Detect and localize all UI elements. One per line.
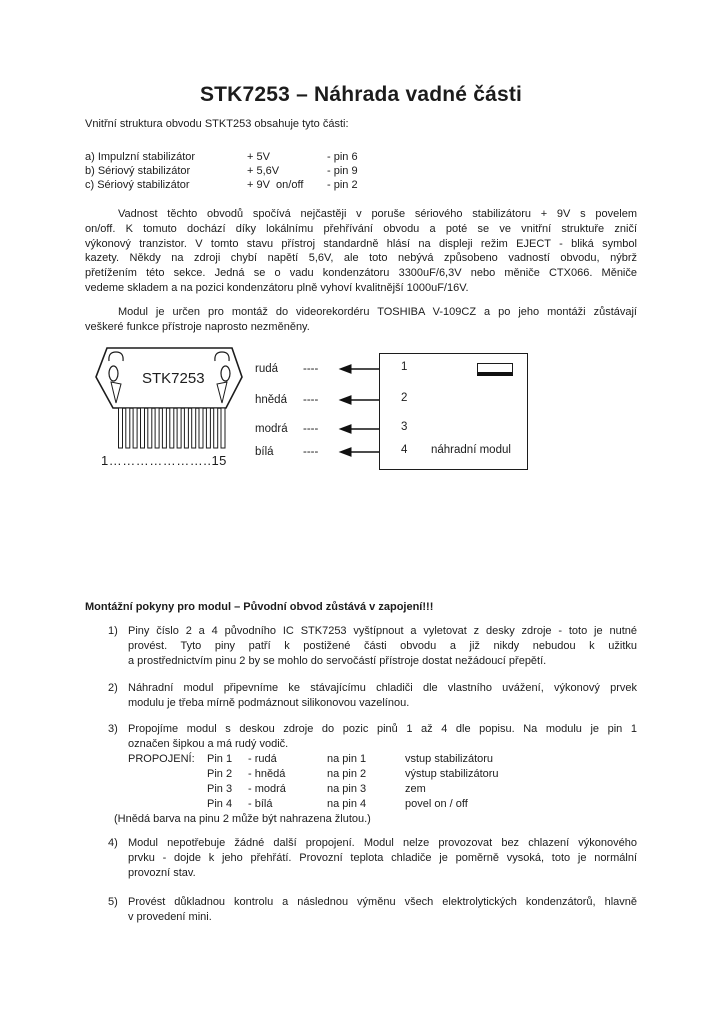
- text-line: Modul nepotřebuje žádné další propojení. Modul nelze provozovat bez chlazení výkonového: [128, 837, 637, 849]
- module-pin-number: 4: [401, 444, 408, 456]
- item-number: 4): [108, 837, 118, 849]
- component-pin: - pin 2: [327, 179, 358, 191]
- text-line: Náhradní modul připevníme ke stávajícímu chladiči dle vlastního uvážení, výkonový prvek: [128, 682, 637, 694]
- component-label: c) Sériový stabilizátor: [85, 179, 190, 191]
- ic-pin: [199, 408, 203, 448]
- conn-color: - rudá: [248, 753, 277, 765]
- conn-color: - hnědá: [248, 768, 286, 780]
- component-row: [85, 164, 637, 178]
- wire-label-row: [255, 445, 318, 459]
- conn-pin: Pin 4: [207, 798, 233, 810]
- wire-label-row: [255, 393, 318, 407]
- ic-pins: [119, 408, 226, 448]
- connection-table-label: PROPOJENÍ:: [128, 753, 195, 765]
- ic-mount-hole-left: [109, 366, 118, 381]
- ic-pin: [170, 408, 174, 448]
- item-number: 1): [108, 625, 118, 637]
- conn-pin: Pin 3: [207, 783, 233, 795]
- connection-table: [128, 752, 637, 812]
- intro-text: Vnitřní struktura obvodu STKT253 obsahuje tyto části:: [85, 118, 349, 130]
- text-line: vedeme skladem a na pozici kondenzátoru plně vyhoví kvalitnější 1000uF/16V.: [85, 281, 469, 294]
- text-line: provozní stav.: [128, 867, 196, 879]
- conn-pin: Pin 1: [207, 753, 233, 765]
- ic-pin: [177, 408, 181, 448]
- conn-function: povel on / off: [405, 798, 468, 810]
- ic-pin: [214, 408, 218, 448]
- ic-pin: [155, 408, 159, 448]
- instruction-item-2: [108, 681, 637, 711]
- instruction-item-3: [108, 722, 637, 827]
- text-line: výkonový tranzistor. V tomto stavu přístroj standardně hlásí na displeji režim EJECT - bliká symbol: [85, 237, 637, 250]
- wire-color-name: hnědá: [255, 394, 287, 406]
- text-line: Provést důkladnou kontrolu a následnou výměnu všech elektrolytických kondenzátorů, hlavně: [128, 896, 637, 908]
- text-line: Propojíme modul s deskou zdroje do pozic pinů 1 až 4 dle popisu. Na modulu je pin 1: [128, 723, 637, 735]
- body-paragraph-fault-description: [85, 207, 637, 296]
- ic-package-drawing: [90, 345, 245, 470]
- wire-color-name: bílá: [255, 446, 274, 458]
- wire-dashes: ----: [303, 423, 319, 435]
- conn-function: vstup stabilizátoru: [405, 753, 494, 765]
- component-pin: - pin 6: [327, 151, 358, 163]
- ic-pin: [162, 408, 166, 448]
- text-line: on/off. K tomuto dochází díky lokálnímu přehřívání obvodu a poté se ve vnitřní struktuře zničí: [85, 222, 637, 235]
- conn-color: - bílá: [248, 798, 273, 810]
- page-title: STK7253 – Náhrada vadné části: [199, 83, 523, 106]
- item-text: [128, 895, 637, 925]
- item-number: 3): [108, 723, 118, 735]
- component-voltage: + 5V: [247, 151, 270, 163]
- component-row: [85, 150, 637, 164]
- text-line: Vadnost těchto obvodů spočívá nejčastěji v poruše sériového stabilizátoru + 9V s povelem: [118, 208, 637, 220]
- conn-target: na pin 2: [327, 768, 367, 780]
- text-line: provést. Tyto piny patří k postižené části obvodu a již nikdy nebudou k užitku: [128, 640, 637, 652]
- wiring-diagram: [85, 345, 545, 485]
- ic-pin: [126, 408, 130, 448]
- conn-target: na pin 3: [327, 783, 367, 795]
- conn-pin: Pin 2: [207, 768, 233, 780]
- text-line: Piny číslo 2 a 4 původního IC STK7253 vyštípnout a vyletovat z desky zdroje - toto je nutné: [128, 625, 637, 637]
- text-line: označen šipkou a má rudý vodič.: [128, 738, 289, 750]
- item-number: 2): [108, 682, 118, 694]
- component-list: [85, 150, 637, 192]
- component-label: a) Impulzní stabilizátor: [85, 151, 196, 163]
- component-voltage: + 9V on/off: [247, 179, 304, 191]
- ic-pin: [206, 408, 210, 448]
- ic-pin: [148, 408, 152, 448]
- conn-color: - modrá: [248, 783, 286, 795]
- ic-label: STK7253: [142, 370, 205, 387]
- component-label: b) Sériový stabilizátor: [85, 165, 191, 177]
- module-component-rect: [477, 363, 513, 376]
- ic-pin: [133, 408, 137, 448]
- ic-pin: [184, 408, 188, 448]
- module-pin-number: 3: [401, 421, 408, 433]
- component-voltage: + 5,6V: [247, 165, 280, 177]
- instruction-item-1: [108, 624, 637, 669]
- component-row: [85, 178, 637, 192]
- conn-function: zem: [405, 783, 426, 795]
- text-line: modulu je třeba mírně podmáznout silikonovou vazelínou.: [128, 697, 410, 709]
- text-line: Modul je určen pro montáž do videorekordéru TOSHIBA V-109CZ a po jeho montáži zůstávají: [118, 306, 637, 318]
- instructions-heading: Montážní pokyny pro modul – Původní obvod zůstává v zapojení!!!: [85, 601, 434, 613]
- connection-row: [128, 752, 637, 767]
- text-line: kazety. Někdy na zdroji chybí napětí 5,6V, ale toto nebývá způsobeno vadností obvodu, nýbrž: [85, 252, 637, 265]
- ic-pin: [192, 408, 196, 448]
- item-text: [128, 624, 637, 669]
- text-line: veškeré funkce přístroje naprosto nezměněny.: [85, 320, 310, 333]
- ic-pin-range-caption: 1…………………..15: [101, 453, 227, 468]
- item-text: [128, 836, 637, 881]
- connection-row: [128, 767, 637, 782]
- conn-target: na pin 4: [327, 798, 367, 810]
- item-text-lines: [128, 722, 637, 752]
- conn-function: výstup stabilizátoru: [405, 768, 499, 780]
- connection-row: [128, 782, 637, 797]
- text-line: prvku - dojde k jeho přehřátí. Provozní teplota chladiče je poměrně vysoká, toto je normální: [128, 852, 637, 864]
- instruction-item-4: [108, 836, 637, 881]
- item-text: [114, 722, 637, 827]
- wire-label-row: [255, 362, 318, 376]
- text-line: a prostřednictvím pinu 2 by se mohlo do servočástí přístroje dostat nežádoucí přepětí.: [128, 655, 547, 667]
- body-paragraph-module-purpose: [85, 305, 637, 335]
- module-pin-number: 2: [401, 392, 408, 404]
- ic-pin: [141, 408, 145, 448]
- component-pin: - pin 9: [327, 165, 358, 177]
- connection-row: [128, 797, 637, 812]
- wire-color-name: modrá: [255, 423, 288, 435]
- item-number: 5): [108, 896, 118, 908]
- text-line: přetížením této sekce. Jedná se o vadu kondenzátoru 3300uF/6,3V nebo měniče CTX066. Měniče: [85, 267, 637, 280]
- wire-dashes: ----: [303, 394, 319, 406]
- ic-pin: [221, 408, 225, 448]
- item-text: [128, 681, 637, 711]
- text-line: v provedení mini.: [128, 911, 212, 923]
- module-pin-number: 1: [401, 361, 408, 373]
- connection-note: (Hnědá barva na pinu 2 může být nahrazena žlutou.): [114, 813, 371, 825]
- ic-pin: [119, 408, 123, 448]
- ic-mount-hole-right: [221, 366, 230, 381]
- conn-target: na pin 1: [327, 753, 367, 765]
- wire-color-name: rudá: [255, 363, 279, 375]
- wire-dashes: ----: [303, 363, 319, 375]
- module-label: náhradní modul: [431, 444, 511, 456]
- wire-dashes: ----: [303, 446, 319, 458]
- wire-label-row: [255, 422, 318, 436]
- instruction-item-5: [108, 895, 637, 925]
